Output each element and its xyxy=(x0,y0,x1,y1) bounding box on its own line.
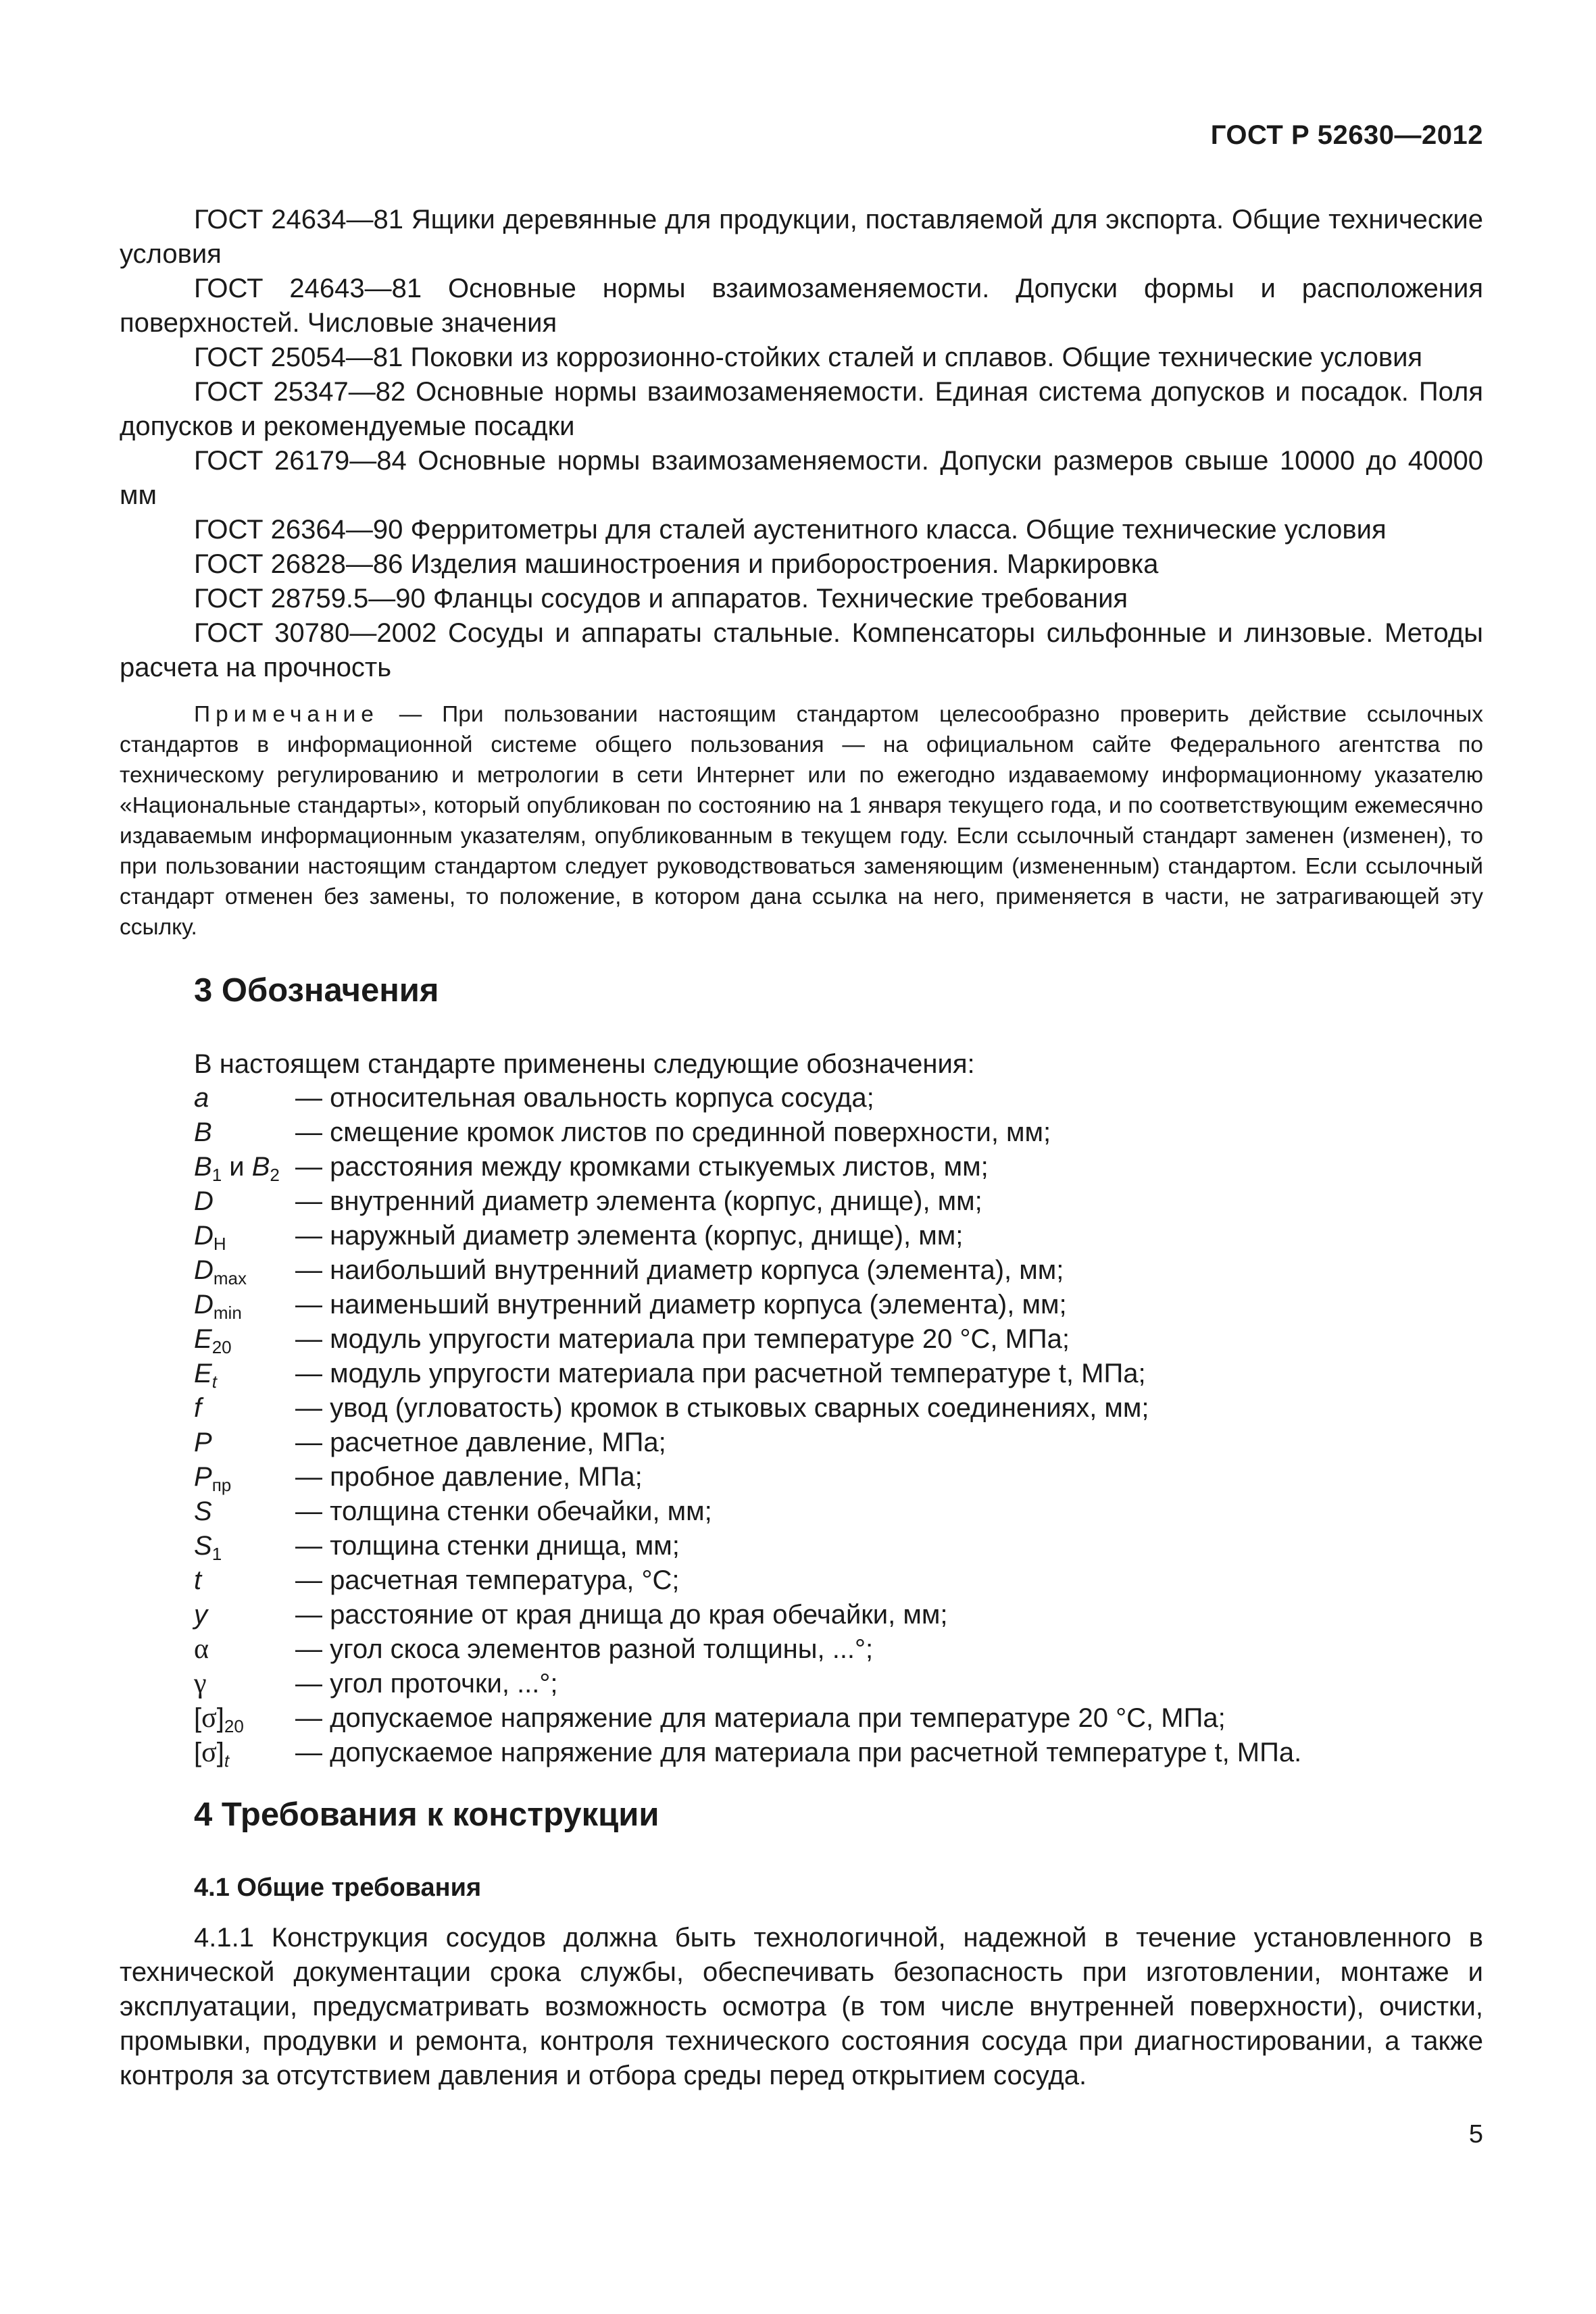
symbol: t xyxy=(194,1565,202,1595)
symbol-description: — внутренний диаметр элемента (корпус, днище), мм; xyxy=(295,1186,982,1216)
reference-item: ГОСТ 26828—86 Изделия машиностроения и приборостроения. Маркировка xyxy=(194,549,1159,579)
symbol-row xyxy=(194,1288,1478,1322)
page-number: 5 xyxy=(1468,2120,1483,2148)
symbol-description: — расчетное давление, МПа; xyxy=(295,1428,666,1457)
symbol-description: — увод (угловатость) кромок в стыковых сварных соединениях, мм; xyxy=(295,1393,1149,1423)
symbol: $S_1$ xyxy=(194,1531,222,1564)
references-note xyxy=(120,699,1483,942)
symbol-description: — расчетная температура, °С; xyxy=(295,1565,680,1595)
subsection-4-1-title: 4.1 Общие требования xyxy=(194,1873,482,1902)
symbol: f xyxy=(194,1393,202,1423)
symbol-row xyxy=(194,1150,1478,1184)
symbol-row xyxy=(194,1563,1478,1598)
reference-item: ГОСТ 25347—82 Основные нормы взаимозаменяемости. Единая система допусков и посадок. Поля допусков и рекомендуемые посадки xyxy=(120,377,1483,441)
symbol: a xyxy=(194,1083,209,1113)
section-4-title: 4 Требования к конструкции xyxy=(194,1796,659,1833)
symbol-row xyxy=(194,1460,1478,1494)
reference-item: ГОСТ 26179—84 Основные нормы взаимозаменяемости. Допуски размеров свыше 10000 до 40000 мм xyxy=(120,446,1483,510)
symbol-description: — расстояние от края днища до края обечайки, мм; xyxy=(295,1600,948,1630)
symbol: $[\sigma]_{20}$ xyxy=(194,1703,244,1736)
symbol-row xyxy=(194,1736,1478,1770)
symbol-description: — относительная овальность корпуса сосуда; xyxy=(295,1083,874,1113)
symbol-row xyxy=(194,1426,1478,1460)
symbol: $P_{пр}$ xyxy=(194,1462,232,1495)
reference-item: ГОСТ 24634—81 Ящики деревянные для продукции, поставляемой для экспорта. Общие технические условия xyxy=(120,205,1483,269)
symbol-row xyxy=(194,1667,1478,1701)
symbol: $E_t$ xyxy=(194,1359,217,1392)
symbol-row xyxy=(194,1598,1478,1632)
symbol: $B_1$ и $B_2$ xyxy=(194,1152,280,1185)
symbol-row xyxy=(194,1391,1478,1426)
symbol-description: — пробное давление, МПа; xyxy=(295,1462,643,1492)
symbol: B xyxy=(194,1117,212,1147)
paragraph-4-1-1: 4.1.1 Конструкция сосудов должна быть технологичной, надежной в течение установленного в технической документации срока службы, обеспечивать безопасность при изготовлении, монтаже и эксплуатации, предусматривать возможность осмотра (в том числе внутренней поверхности), очистки, промывки, продувки и ремонта, контроля технического состояния сосуда при диагностировании, а также контроля за отсутствием давления и отбора среды перед открытием сосуда. xyxy=(120,1923,1483,2090)
symbols-list xyxy=(194,1081,1478,1770)
note-text: — При пользовании настоящим стандартом целесообразно проверить действие ссылочных стандартов в информационной системе общего пользования — на официальном сайте Федерального агентства по техническому регулированию и метрологии в сети Интернет или по ежегодно издаваемому информационному указателю «Национальные стандарты», который опубликован по состоянию на 1 января текущего года, и по соответствующим ежемесячно издаваемым информационным указателям, опубликованным в текущем году. Если ссылочный стандарт заменен (изменен), то при пользовании настоящим стандартом следует руководствоваться заменяющим (измененным) стандартом. Если ссылочный стандарт отменен без замены, то положение, в котором дана ссылка на него, применяется в части, не затрагивающей эту ссылку. xyxy=(120,702,1483,940)
symbol: $D_{min}$ xyxy=(194,1290,242,1323)
symbol: $D_Н$ xyxy=(194,1221,226,1254)
symbol: $D_{max}$ xyxy=(194,1255,247,1288)
symbol-row xyxy=(194,1701,1478,1736)
symbol-row xyxy=(194,1357,1478,1391)
symbol-description: — смещение кромок листов по срединной поверхности, мм; xyxy=(295,1117,1051,1147)
symbol: D xyxy=(194,1186,214,1216)
symbol-row xyxy=(194,1632,1478,1667)
normative-references-list xyxy=(120,203,1483,685)
symbol-description: — наружный диаметр элемента (корпус, днище), мм; xyxy=(295,1221,964,1251)
symbol-row xyxy=(194,1494,1478,1529)
symbol: y xyxy=(194,1600,207,1630)
symbol-row xyxy=(194,1219,1478,1253)
symbol-row xyxy=(194,1529,1478,1563)
symbol-description: — допускаемое напряжение для материала при расчетной температуре t, МПа. xyxy=(295,1738,1302,1767)
note-label: Примечание xyxy=(194,702,379,727)
symbol-description: — расстояния между кромками стыкуемых листов, мм; xyxy=(295,1152,989,1182)
symbol-description: — толщина стенки днища, мм; xyxy=(295,1531,680,1561)
symbol-description: — наибольший внутренний диаметр корпуса (элемента), мм; xyxy=(295,1255,1064,1285)
symbol: α xyxy=(194,1634,209,1665)
symbol-description: — толщина стенки обечайки, мм; xyxy=(295,1496,712,1526)
reference-item: ГОСТ 30780—2002 Сосуды и аппараты стальные. Компенсаторы сильфонные и линзовые. Методы расчета на прочность xyxy=(120,618,1483,682)
reference-item: ГОСТ 28759.5—90 Фланцы сосудов и аппаратов. Технические требования xyxy=(194,584,1128,613)
symbol: $E_{20}$ xyxy=(194,1324,232,1357)
symbol-row xyxy=(194,1253,1478,1288)
symbol: P xyxy=(194,1428,212,1457)
section-3-intro: В настоящем стандарте применены следующие обозначения: xyxy=(194,1049,975,1079)
document-code-header: ГОСТ Р 52630—2012 xyxy=(1210,120,1483,150)
symbol-row xyxy=(194,1322,1478,1357)
reference-item: ГОСТ 26364—90 Ферритометры для сталей аустенитного класса. Общие технические условия xyxy=(194,515,1387,545)
reference-item: ГОСТ 25054—81 Поковки из коррозионно-стойких сталей и сплавов. Общие технические условия xyxy=(194,343,1423,372)
symbol-row xyxy=(194,1081,1478,1115)
symbol-row xyxy=(194,1184,1478,1219)
symbol-description: — допускаемое напряжение для материала при температуре 20 °С, МПа; xyxy=(295,1703,1226,1733)
symbol-description: — угол проточки, ...°; xyxy=(295,1669,558,1699)
symbol: S xyxy=(194,1496,212,1526)
reference-item: ГОСТ 24643—81 Основные нормы взаимозаменяемости. Допуски формы и расположения поверхностей. Числовые значения xyxy=(120,274,1483,338)
symbol-description: — модуль упругости материала при температуре 20 °С, МПа; xyxy=(295,1324,1070,1354)
symbol-description: — угол скоса элементов разной толщины, ...°; xyxy=(295,1634,874,1664)
symbol-description: — наименьший внутренний диаметр корпуса (элемента), мм; xyxy=(295,1290,1067,1319)
symbol: γ xyxy=(194,1668,207,1699)
symbol-row xyxy=(194,1115,1478,1150)
symbol: $[\sigma]_t$ xyxy=(194,1737,230,1771)
section-3-title: 3 Обозначения xyxy=(194,972,439,1009)
symbol-description: — модуль упругости материала при расчетной температуре t, МПа; xyxy=(295,1359,1146,1388)
